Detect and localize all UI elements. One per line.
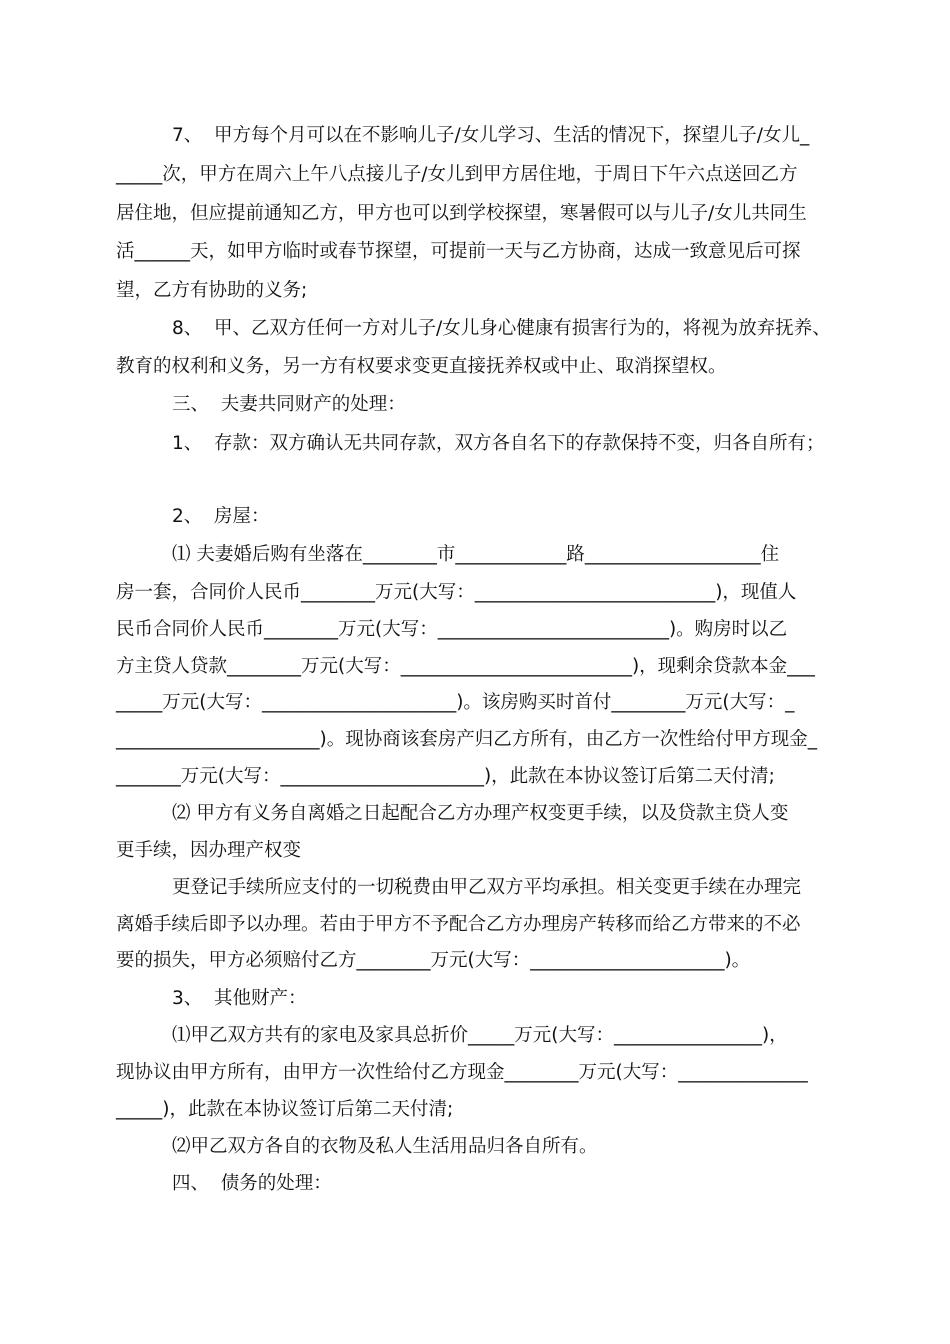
doc-line: 房一套，合同价人民币________万元(大写：__________________________)，现值人 [116,582,797,603]
doc-line: 3、 其他财产： [172,988,307,1009]
doc-line: _____次，甲方在周六上午八点接儿子/女儿到甲方居住地，于周日下午六点送回乙方 [116,164,798,185]
section-heading: 四、 债务的处理： [172,1173,332,1194]
doc-line: 8、 甲、乙双方任何一方对儿子/女儿身心健康有损害行为的，将视为放弃抚养、 [172,318,831,339]
doc-line: 2、 房屋： [172,506,270,527]
doc-line: 望，乙方有协助的义务; [116,280,308,301]
doc-line: _____万元(大写：_____________________)。该房购买时首付________万元(大写：_ [116,692,795,713]
doc-line: 居住地，但应提前通知乙方，甲方也可以到学校探望，寒暑假可以与儿子/女儿共同生 [116,203,807,224]
doc-line: 现协议由甲方所有，由甲方一次性给付乙方现金________万元(大写：______________ [116,1062,808,1083]
doc-line: 方主贷人贷款________万元(大写：_________________________)，现剩余贷款本金___ [116,656,815,677]
doc-line: 1、 存款：双方确认无共同存款，双方各自名下的存款保持不变，归各自所有； [172,433,825,454]
doc-line: ⑵甲乙双方各自的衣物及私人生活用品归各自所有。 [172,1136,598,1157]
doc-line: 教育的权利和义务，另一方有权要求变更直接抚养权或中止、取消探望权。 [116,356,727,377]
doc-line: ⑴甲乙双方共有的家电及家具总折价_____万元(大写：________________)， [172,1025,788,1046]
doc-line: ⑵ 甲方有义务自离婚之日起配合乙方办理产权变更手续，以及贷款主贷人变 [172,803,789,824]
doc-line: 7、 甲方每个月可以在不影响儿子/女儿学习、生活的情况下，探望儿子/女儿_ [172,125,810,146]
doc-line: 活______天，如甲方临时或春节探望，可提前一天与乙方协商，达成一致意见后可探 [116,241,801,262]
doc-line: _______万元(大写：______________________)，此款在本协议签订后第二天付清; [116,766,775,787]
doc-line: ⑴ 夫妻婚后购有坐落在________市____________路___________________住 [172,544,780,565]
doc-line: 更手续，因办理产权变 [116,840,302,861]
section-heading: 三、 夫妻共同财产的处理： [172,394,406,415]
doc-line: ______________________)。现协商该套房产归乙方所有，由乙方一次性给付甲方现金_ [116,729,817,750]
doc-line: 民币合同价人民币________万元(大写：_________________________)。购房时以乙 [116,619,788,640]
doc-line: 离婚手续后即予以办理。若由于甲方不予配合乙方办理房产转移而给乙方带来的不必 [116,914,801,935]
doc-line: 更登记手续所应支付的一切税费由甲乙双方平均承担。相关变更手续在办理完 [172,877,802,898]
doc-line: _____)，此款在本协议签订后第二天付清; [116,1099,454,1120]
doc-line: 要的损失，甲方必须赔付乙方________万元(大写：_____________________)。 [116,950,751,971]
